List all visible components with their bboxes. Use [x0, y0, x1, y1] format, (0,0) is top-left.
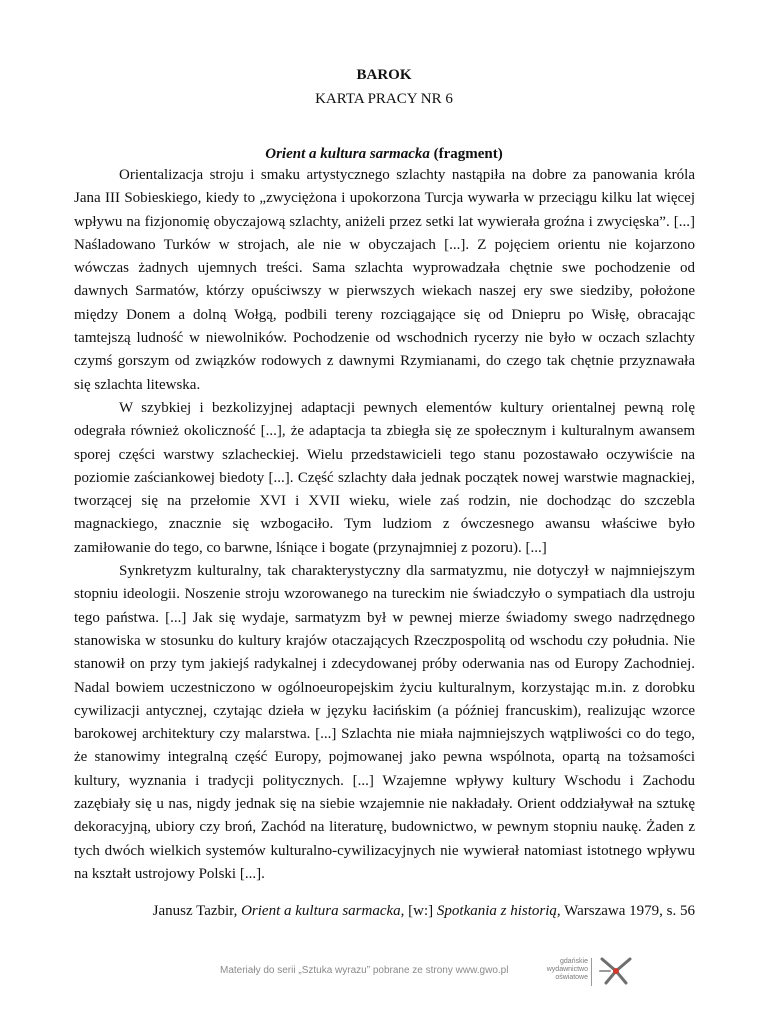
publisher-line-3: oświatowe [555, 974, 588, 981]
citation-rest: , Warszawa 1979, s. 56 [556, 903, 695, 919]
citation-author: Janusz Tazbir, [152, 903, 242, 919]
fragment-title-rest: (fragment) [429, 146, 503, 162]
fragment-title [0, 145, 768, 163]
publisher-name [530, 958, 588, 982]
footer-note: Materiały do serii „Sztuka wyrazu” pobrane ze strony www.gwo.pl [220, 965, 509, 976]
paragraph-2: W szybkiej i bezkolizyjnej adaptacji pewnych elementów kultury orientalnej pewną rolę odegrała również okoliczność [...], że adaptacja ta zbiegła się ze społecznym i kulturalnym awansem sporej części warstwy szlacheckiej. Wielu przedstawicieli tego stanu pozostawało oczywiście na poziomie zaściankowej biedoty [...]. Część szlachty dała jednak początek nowej warstwie magnackiej, tworzącej się na przełomie XVI i XVII wieku, wiele zaś rodzin, nie dochodząc do szczebla magnackiego, znacznie się wzbogaciło. Tym ludziom z ówczesnego awansu właściwe było zamiłowanie do tego, co barwne, lśniące i bogate (przynajmniej z pozoru). [...] [74, 399, 695, 556]
citation-sep: , [w:] [400, 903, 437, 919]
publisher-line-1: gdańskie [559, 958, 588, 965]
citation-book: Spotkania z historią [436, 903, 557, 919]
publisher-divider [591, 958, 592, 986]
paragraph-3: Synkretyzm kulturalny, tak charakterystyczny dla sarmatyzmu, nie dotyczył w najmniejszym stopniu ideologii. Noszenie stroju wzorowanego na tureckim nie świadczyło o sympatiach dla ustroju tego państwa. [...] Jak się wydaje, sarmatyzm był w pewnej mierze świadomy swego nadrzędnego stanowiska w stosunku do kultury krajów otaczających Rzeczpospolitą od wschodu czy południa. Nie stanowił on przy tym jakiejś radykalnej i zdecydowanej próby oderwania nas od Europy Zachodniej. Nadal bowiem uczestniczono w ogólnoeuropejskim życiu kulturalnym, korzystając m.in. z dorobku cywilizacji antycznej, czytając dzieła w języku łacińskim (a później francuskim), realizując wzorce barokowej architektury czy malarstwa. [...] Szlachta nie miała najmniejszych wątpliwości co do tego, że stanowimy integralną część Europy, pojmowanej jako pewna wspólnota, opartą na tożsamości kultury, wyznania i tradycji politycznych. [...] Wzajemne wpływy kultury Wschodu i Zachodu zazębiały się u nas, nigdy jednak się na siebie wzajemnie nie nakładały. Orient oddziaływał na sztukę dekoracyjną, ubiory czy broń, Zachód na literaturę, budownictwo, w pewnym stopniu naukę. Żaden z tych dwóch wielkich systemów kulturalno-cywilizacyjnych nie wywierał natomiast istotnego wpływu na kształt ustrojowy Polski [...]. [74, 563, 695, 882]
source-citation [74, 901, 695, 921]
publisher-line-2: wydawnictwo [546, 966, 588, 973]
gwo-logo-icon [596, 953, 636, 989]
worksheet-title: BAROK [356, 67, 412, 83]
article-body [74, 164, 695, 886]
worksheet-subtitle: KARTA PRACY NR 6 [315, 91, 453, 107]
citation-work: Orient a kultura sarmacka [241, 903, 401, 919]
fragment-title-italic: Orient a kultura sarmacka [265, 146, 430, 162]
paragraph-1: Orientalizacja stroju i smaku artystycznego szlachty nastąpiła na dobre za panowania króla Jana III Sobieskiego, kiedy to „zwyciężona i upokorzona Turcja wywarła w przeciągu kilku lat więcej wpływu na fizjonomię obyczajową szlachty, aniżeli przez setki lat wywierała groźna i zwycięska”. [...] Naśladowano Turków w strojach, ale nie w obyczajach [...]. Z pojęciem orientu nie kojarzono wówczas żadnych ujemnych treści. Sama szlachta wyprowadzała chętnie swe pochodzenie od dawnych Sarmatów, którzy opuściwszy w pierwszych wiekach naszej ery swe siedziby, położone między Donem a dolną Wołgą, podbili tereny rozciągające się od Dniepru po Wisłę, obracając tamtejszą ludność w niewolników. Pochodzenie od wschodnich rycerzy nie było w oczach szlachty czymś gorszym od związków rodowych z dawnymi Rzymianami, do czego tak chętnie przyznawała się szlachta litewska. [74, 167, 695, 393]
